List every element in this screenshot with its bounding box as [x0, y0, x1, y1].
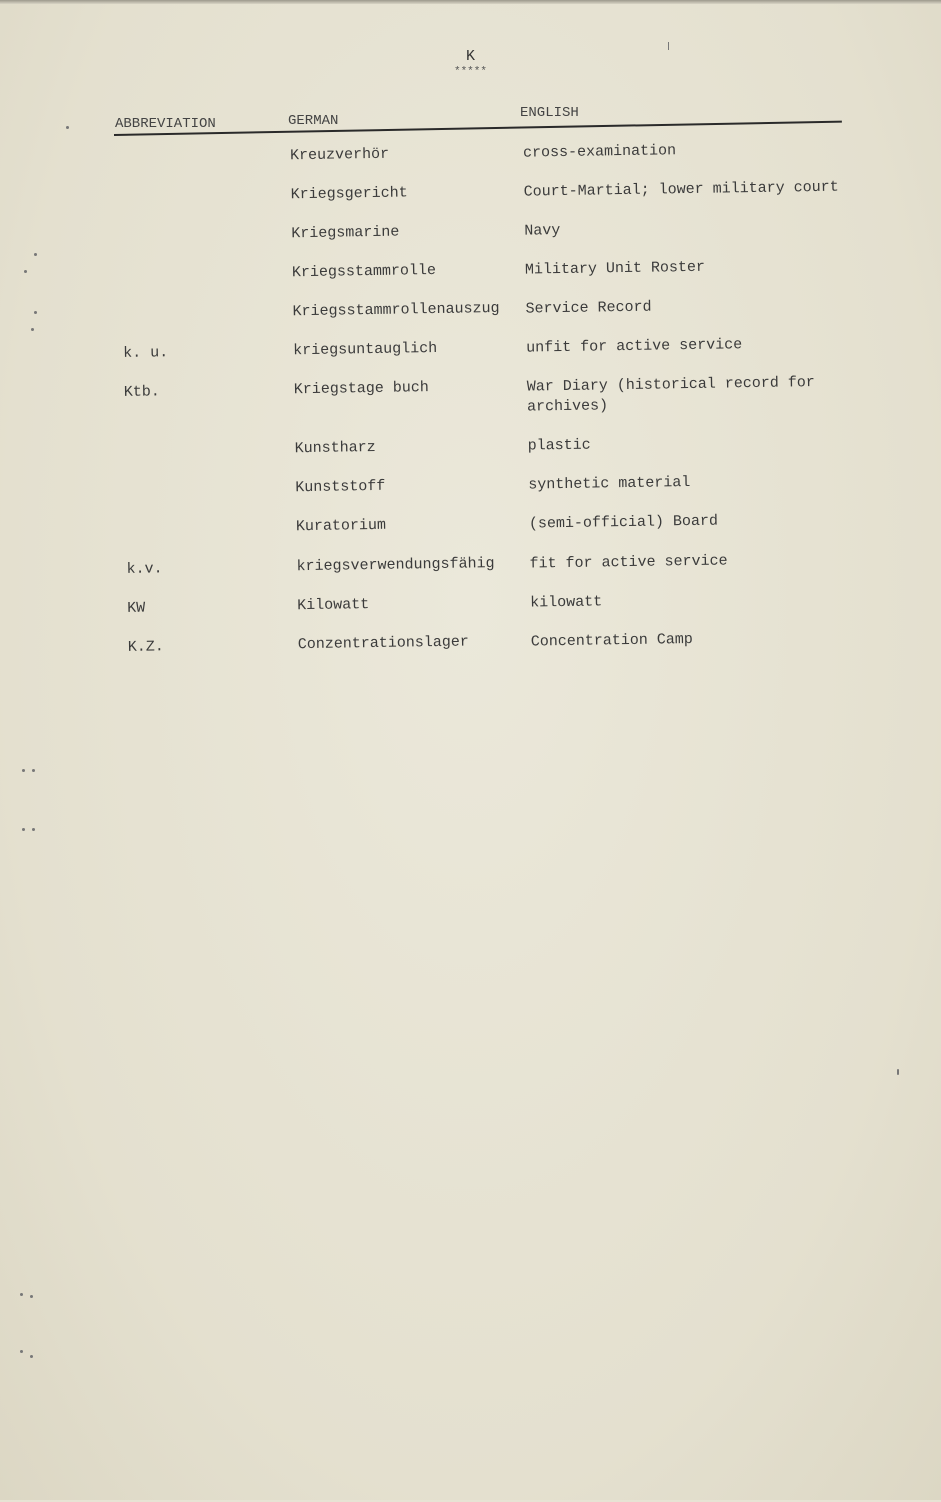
column-header-english: ENGLISH: [520, 105, 579, 121]
german-term: Kunststoff: [295, 477, 386, 497]
abbreviation-cell: Ktb.: [123, 383, 160, 401]
paper-speck: [30, 1355, 33, 1358]
paper-speck: [897, 1069, 899, 1075]
paper-speck: [34, 311, 37, 314]
abbreviation-cell: K.Z.: [127, 638, 164, 656]
paper-speck: [22, 769, 25, 772]
paper-speck: [22, 828, 25, 831]
german-term: Conzentrationslager: [297, 633, 469, 654]
german-term: Kuratorium: [295, 516, 387, 536]
abbreviation-cell: k. u.: [123, 344, 169, 362]
paper-speck: [32, 769, 35, 772]
abbreviation-cell: KW: [127, 599, 146, 617]
english-translation: Military Unit Roster: [524, 258, 706, 279]
english-translation: unfit for active service: [526, 336, 743, 357]
german-term: Kriegstage buch: [293, 379, 429, 399]
english-translation: synthetic material: [528, 474, 691, 494]
english-translation: cross-examination: [522, 142, 677, 162]
paper-speck: [20, 1350, 23, 1353]
paper-speck: [668, 42, 669, 50]
english-translation: plastic: [527, 436, 591, 455]
english-translation: (semi-official) Board: [528, 512, 719, 533]
column-header-abbreviation: ABBREVIATION: [115, 116, 216, 132]
paper-speck: [32, 828, 35, 831]
section-stars: *****: [453, 66, 487, 78]
column-header-german: GERMAN: [288, 113, 339, 129]
english-translation: Service Record: [525, 298, 652, 318]
section-letter: K: [465, 48, 475, 65]
german-term: kriegsverwendungsfähig: [296, 555, 495, 576]
german-term: Kriegsgericht: [290, 184, 408, 204]
english-translation: Navy: [524, 222, 561, 240]
english-translation: War Diary (historical record for archives): [526, 374, 815, 416]
german-term: Kilowatt: [297, 596, 370, 615]
german-term: kriegsuntauglich: [293, 339, 438, 360]
english-translation: fit for active service: [529, 552, 728, 573]
english-translation: kilowatt: [530, 593, 603, 612]
paper-speck: [30, 1295, 33, 1298]
paper-speck: [31, 328, 34, 331]
german-term: Kreuzverhör: [289, 145, 390, 165]
german-term: Kriegsstammrolle: [291, 261, 437, 282]
english-translation: Court-Martial; lower military court: [523, 178, 839, 201]
paper-speck: [34, 253, 37, 256]
paper-speck: [66, 126, 69, 129]
paper-speck: [24, 270, 27, 273]
abbreviation-cell: k.v.: [126, 560, 163, 578]
german-term: Kriegsstammrollenauszug: [292, 299, 500, 321]
english-translation: Concentration Camp: [530, 630, 693, 651]
german-term: Kunstharz: [294, 438, 376, 458]
paper-speck: [20, 1293, 23, 1296]
german-term: Kriegsmarine: [291, 223, 400, 243]
